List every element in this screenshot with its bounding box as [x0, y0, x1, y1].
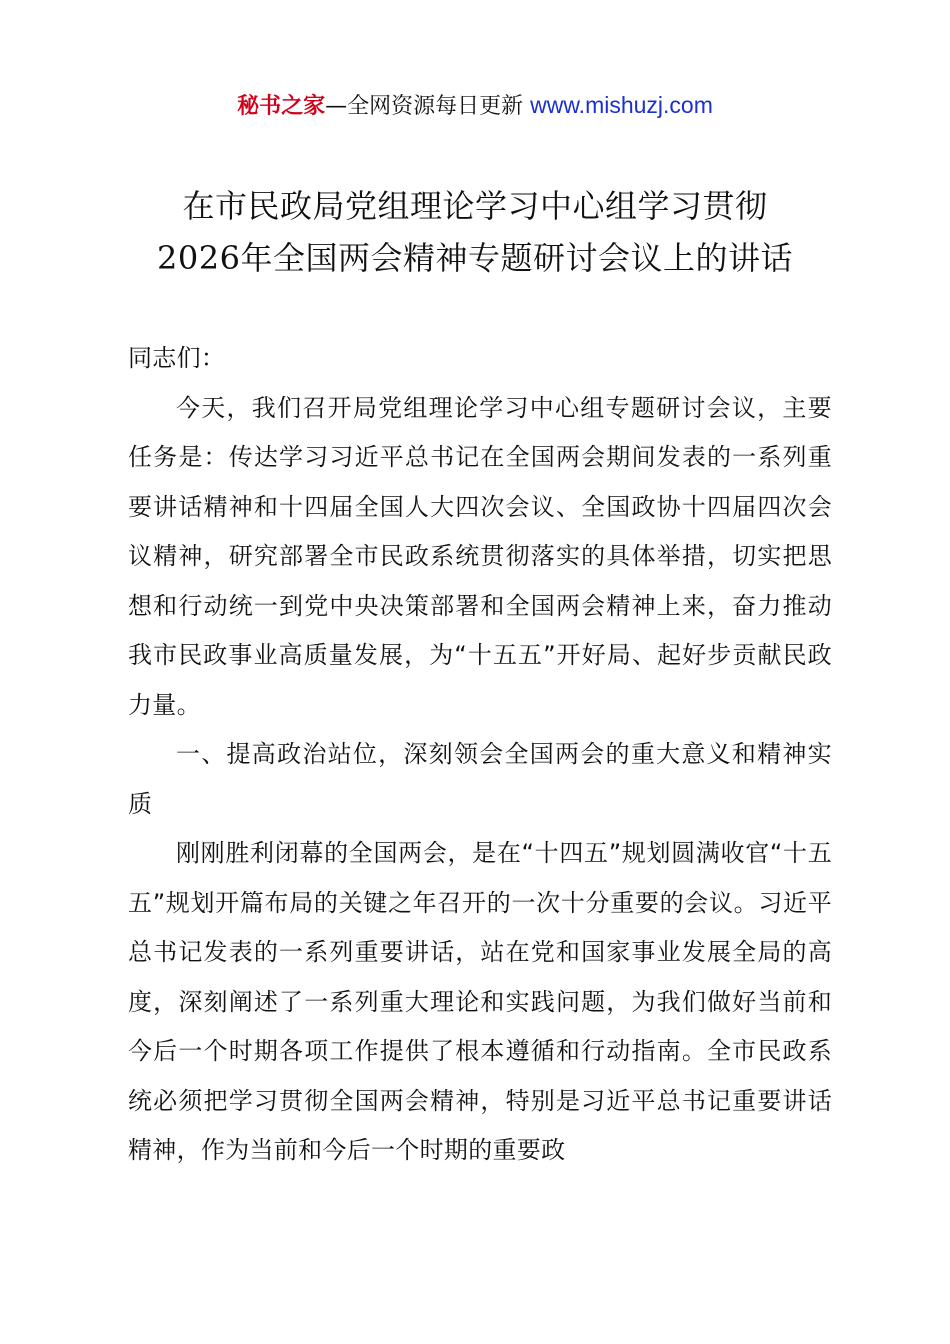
title-line-2: 2026年全国两会精神专题研讨会议上的讲话 [157, 239, 793, 277]
header-tagline: —全网资源每日更新 [325, 94, 531, 119]
site-header [0, 88, 950, 124]
paragraph-section-1: 刚刚胜利闭幕的全国两会，是在“十四五”规划圆满收官“十五五”规划开篇布局的关键之年召开的一次十分重要的会议。习近平总书记发表的一系列重要讲话，站在党和国家事业发展全局的高度，深刻阐述了一系列重大理论和实践问题，为我们做好当前和今后一个时期各项工作提供了根本遵循和行动指南。全市民政系统必须把学习贯彻全国两会精神，特别是习近平总书记重要讲话精神，作为当前和今后一个时期的重要政 [128, 839, 832, 1164]
site-url-link[interactable]: www.mishuzj.com [530, 92, 713, 118]
document-body [128, 334, 832, 1176]
salutation: 同志们： [128, 344, 226, 372]
document-title [0, 180, 950, 284]
paragraph-intro: 今天，我们召开局党组理论学习中心组专题研讨会议，主要任务是：传达学习习近平总书记在全国两会期间发表的一系列重要讲话精神和十四届全国人大四次会议、全国政协十四届四次会议精神，研究部署全市民政系统贯彻落实的具体举措，切实把思想和行动统一到党中央决策部署和全国两会精神上来，奋力推动我市民政事业高质量发展，为“十五五”开好局、起好步贡献民政力量。 [128, 393, 832, 719]
title-line-1: 在市民政局党组理论学习中心组学习贯彻 [182, 187, 768, 225]
section-heading-1: 一、提高政治站位，深刻领会全国两会的重大意义和精神实质 [128, 740, 832, 818]
brand-name: 秘书之家 [237, 94, 326, 119]
